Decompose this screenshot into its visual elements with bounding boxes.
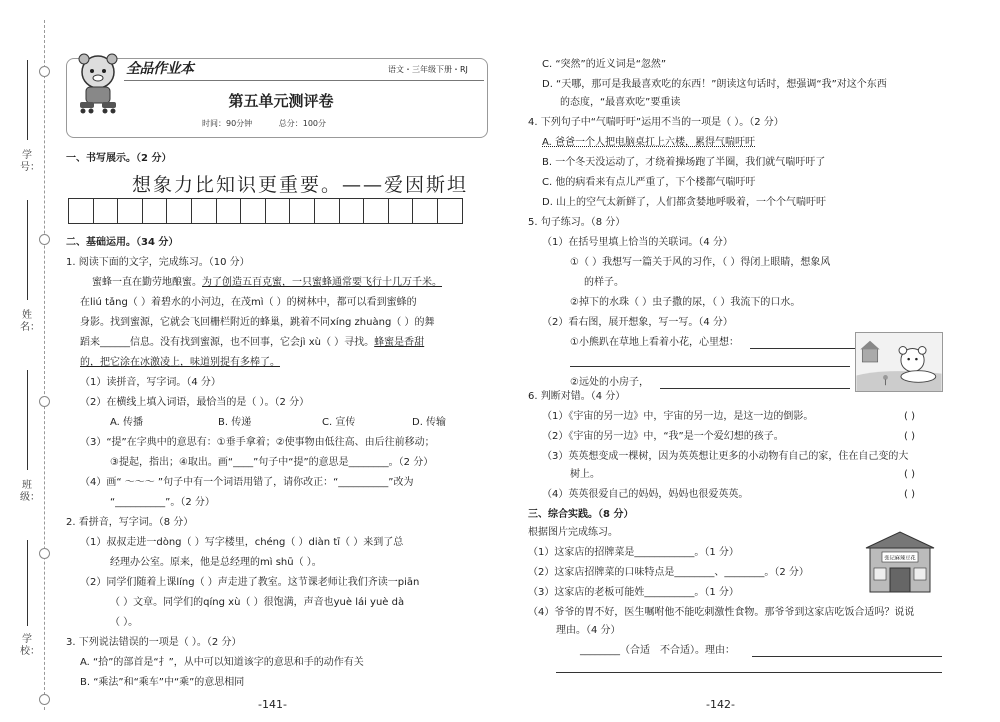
shop-illustration: [862, 530, 938, 594]
question-5-1-a-cont: 的样子。: [584, 277, 624, 288]
option-d[interactable]: D. 传输: [412, 417, 447, 428]
grid-cell[interactable]: [388, 198, 414, 224]
section-3-q4-b: 理由。（4 分）: [556, 625, 621, 636]
question-3-option-d-cont: 的态度，“最喜欢吃”要重读: [560, 97, 681, 108]
question-4-option-d[interactable]: D. 山上的空气太新鲜了，人们都贪婪地呼吸着，一个个气喘吁吁: [542, 197, 827, 208]
question-6-1: （1）《宇宙的另一边》中，宇宙的另一边，是这一边的倒影。: [542, 411, 814, 422]
question-6-3-a: （3）英英想变成一棵树，因为英英想让更多的小动物有自己的家，住在自己变的大: [542, 451, 909, 462]
question-6-3-b: 树上。: [570, 469, 600, 480]
shop-sign-text: 张记麻辣豆花: [884, 555, 916, 562]
header-rule: [124, 80, 484, 81]
section-3-q4-c: ________（合适 不合适）。理由：: [580, 645, 735, 656]
label-class: 班级：: [20, 480, 40, 503]
section-1-title: 一、书写展示。（2 分）: [66, 153, 172, 164]
calligraphy-quote: 想象力比知识更重要。——爱因斯坦: [132, 174, 469, 196]
line-class[interactable]: [27, 370, 28, 470]
question-5-2-b: ②远处的小房子，: [570, 377, 649, 388]
grid-cell[interactable]: [68, 198, 94, 224]
question-1-1: （1）读拼音，写字词。（4 分）: [80, 377, 221, 388]
label-school: 学校：: [20, 634, 40, 657]
answer-line[interactable]: [752, 646, 942, 657]
grid-cell[interactable]: [166, 198, 192, 224]
question-1-2: （2）在横线上填入词语，最恰当的是（ ）。（2 分）: [80, 397, 310, 408]
question-2-1-b: 经理办公室。原来，他是总经理的mì shū（ ）。: [110, 557, 322, 568]
question-4: 4. 下列句子中“气喘吁吁”运用不当的一项是（ ）。（2 分）: [528, 117, 784, 128]
question-6: 6. 判断对错。（4 分）: [528, 391, 626, 402]
judge-paren-3[interactable]: ( ): [904, 469, 915, 480]
answer-line[interactable]: [556, 662, 942, 673]
binding-strip: [0, 0, 58, 722]
binding-hole: [39, 396, 50, 407]
passage-line-2: 在liú tǎng（ ）着碧水的小河边，在茂mì（ ）的树林中，都可以看到蜜蜂的: [80, 297, 417, 308]
binding-hole: [39, 694, 50, 705]
question-4-option-b[interactable]: B. 一个冬天没运动了，才绕着操场跑了半圈，我们就气喘吁吁了: [542, 157, 826, 168]
question-1-4-a: （4）画“ ～～～ ”句子中有一个词语用错了，请你改正：“__________”改为: [80, 477, 414, 488]
binding-hole: [39, 234, 50, 245]
section-3-q2: （2）这家店招牌菜的口味特点是________、________。（2 分）: [528, 567, 809, 578]
bear-on-grass-illustration: [855, 332, 943, 392]
exam-score: 总分：100分: [278, 119, 327, 128]
question-2-2-a: （2）同学们随着上课líng（ ）声走进了教室。这节课老师让我们齐读一piān: [80, 577, 420, 588]
grid-cell[interactable]: [289, 198, 315, 224]
question-2: 2. 看拼音，写字词。（8 分）: [66, 517, 194, 528]
section-2-title: 二、基础运用。（34 分）: [66, 237, 179, 248]
passage-line-1: [92, 276, 442, 290]
passage-wavy-sentence: 蜂蜜是香甜: [374, 337, 425, 348]
question-2-1-a: （1）叔叔走进一dòng（ ）写字楼里，chéng（ ）diàn tī（ ）来到了总: [80, 537, 404, 548]
question-3-option-b[interactable]: B. “乘法”和“乘车”中“乘”的意思相同: [80, 677, 245, 688]
section-3-q3: （3）这家店的老板可能姓__________。（1 分）: [528, 587, 739, 598]
judge-paren-4[interactable]: ( ): [904, 489, 915, 500]
judge-paren-1[interactable]: ( ): [904, 411, 915, 422]
judge-paren-2[interactable]: ( ): [904, 431, 915, 442]
question-4-option-a[interactable]: A. 爸爸一个人把电脑桌扛上六楼，累得气喘吁吁: [542, 137, 756, 148]
grid-cell[interactable]: [363, 198, 389, 224]
binding-dash-line: [44, 20, 45, 710]
grid-cell[interactable]: [117, 198, 143, 224]
option-b[interactable]: B. 传递: [218, 417, 252, 428]
section-3-q1: （1）这家店的招牌菜是____________。（1 分）: [528, 547, 739, 558]
line-student-no[interactable]: [27, 60, 28, 140]
question-5: 5. 句子练习。（8 分）: [528, 217, 626, 228]
grid-cell[interactable]: [191, 198, 217, 224]
answer-line[interactable]: [570, 356, 850, 367]
question-5-1-a: ①（ ）我想写一篇关于风的习作，（ ）得闭上眼睛，想象风: [570, 257, 831, 268]
writing-grid[interactable]: [68, 198, 462, 224]
question-1: 1. 阅读下面的文字，完成练习。（10 分）: [66, 257, 250, 268]
question-6-4: （4）英英很爱自己的妈妈，妈妈也很爱英英。: [542, 489, 749, 500]
answer-line[interactable]: [660, 378, 850, 389]
grid-cell[interactable]: [339, 198, 365, 224]
question-3-option-d[interactable]: D. “天哪，那可是我最喜欢吃的东西！”朗读这句话时，想强调“我”对这个东西: [542, 79, 887, 90]
option-a[interactable]: A. 传播: [110, 417, 144, 428]
question-1-4-b: “__________”。（2 分）: [110, 497, 215, 508]
passage-line-5: 的，把它涂在冰激凌上，味道别提有多棒了。: [80, 357, 280, 368]
line-name[interactable]: [27, 200, 28, 300]
option-c[interactable]: C. 宣传: [322, 417, 356, 428]
exam-title: 第五单元测评卷: [228, 92, 334, 110]
page-number-right: -142-: [706, 698, 735, 711]
passage-text: 蹈来______信息。没有找到蜜源，也不回事，它会jì xù（ ）寻找。: [80, 337, 375, 348]
passage-line-3: 身影。找到蜜源，它就会飞回栅栏附近的蜂巢，跳着不同xíng zhuàng（ ）的舞: [80, 317, 435, 328]
label-name: 姓名：: [20, 310, 40, 333]
line-school[interactable]: [27, 540, 28, 626]
passage-underlined-sentence: 为了创造五百克蜜，一只蜜蜂通常要飞行十几万千米。: [202, 277, 442, 288]
label-student-no: 学号：: [20, 150, 40, 173]
question-5-2-a: ①小熊趴在草地上看着小花，心里想：: [570, 337, 739, 348]
grade-label: 语文・三年级下册・RJ: [388, 65, 468, 74]
exam-meta: [202, 118, 350, 129]
section-3-q4-a: （4）爷爷的胃不好，医生嘱咐他不能吃刺激性食物。那爷爷到这家店吃饭合适吗？说说: [528, 607, 915, 618]
question-1-3-b: ③提起，指出；④取出。画“____”句子中“提”的意思是________。（2 分）: [110, 457, 434, 468]
question-2-2-b: （ ）文章。同学们的qíng xù（ ）很饱满，声音也yuè lái yuè dà: [110, 597, 405, 608]
brand-logo-text: 全品作业本: [126, 61, 194, 77]
question-6-2: （2）《宇宙的另一边》中，“我”是一个爱幻想的孩子。: [542, 431, 784, 442]
passage-text: 蜜蜂一直在勤劳地酿蜜。: [92, 277, 202, 288]
question-5-2: （2）看右图，展开想象，写一写。（4 分）: [542, 317, 733, 328]
question-2-2-c: （ ）。: [110, 617, 139, 628]
grid-cell[interactable]: [412, 198, 438, 224]
question-1-3-a: （3）“提”在字典中的意思有：①垂手拿着；②使事物由低往高、由后往前移动；: [80, 437, 435, 448]
grid-cell[interactable]: [437, 198, 463, 224]
grid-cell[interactable]: [240, 198, 266, 224]
mascot-icon: [70, 50, 126, 116]
question-3: 3. 下列说法错误的一项是（ ）。（2 分）: [66, 637, 242, 648]
grid-cell[interactable]: [93, 198, 119, 224]
grid-cell[interactable]: [142, 198, 168, 224]
exam-time: 时间：90分钟: [202, 119, 253, 128]
grid-cell[interactable]: [314, 198, 340, 224]
binding-hole: [39, 548, 50, 559]
question-3-option-c[interactable]: C. “突然”的近义词是“忽然”: [542, 59, 667, 70]
question-5-1-b: ②掉下的水珠（ ）虫子撒的尿，（ ）我流下的口水。: [570, 297, 801, 308]
section-3-intro: 根据图片完成练习。: [528, 527, 618, 538]
question-3-option-a[interactable]: A. “拾”的部首是“扌”，从中可以知道该字的意思和手的动作有关: [80, 657, 364, 668]
passage-line-4: [80, 336, 424, 350]
section-3-title: 三、综合实践。（8 分）: [528, 509, 634, 520]
question-4-option-c[interactable]: C. 他的病看来有点儿严重了，下个楼都气喘吁吁: [542, 177, 756, 188]
page-number-left: -141-: [258, 698, 287, 711]
grid-cell[interactable]: [216, 198, 242, 224]
grid-cell[interactable]: [265, 198, 291, 224]
binding-hole: [39, 66, 50, 77]
question-5-1: （1）在括号里填上恰当的关联词。（4 分）: [542, 237, 733, 248]
